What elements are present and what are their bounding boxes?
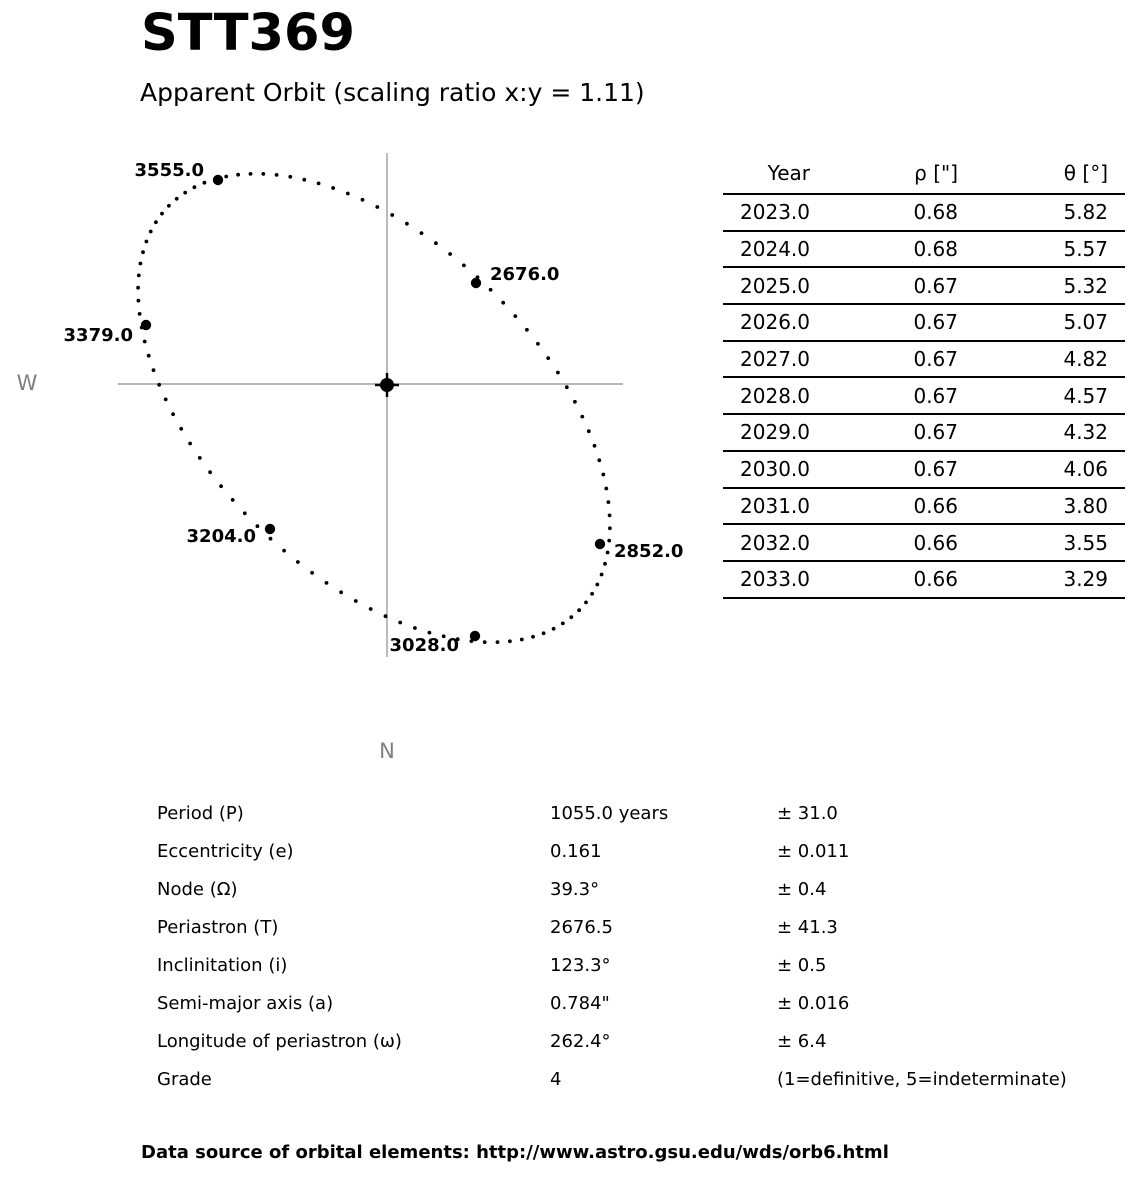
ephemeris-row [723,267,1125,304]
orbit-dot [608,526,612,530]
orbit-dot [542,631,546,635]
ephemeris-cell: 0.66 [828,524,976,561]
ephemeris-cell: 0.68 [828,231,976,268]
orbit-dot [536,342,540,346]
ephemeris-cell: 0.67 [828,304,976,341]
orbit-dot [513,314,517,318]
orbit-dot [556,371,560,375]
orbital-element-label: Node (Ω) [157,878,238,900]
orbit-dot [413,626,417,630]
ephemeris-cell: 2030.0 [723,451,828,488]
orbit-dot [188,442,192,446]
orbit-dot [143,340,147,344]
epoch-marker [141,320,151,330]
orbit-dot [164,398,168,402]
orbit-dot [375,205,379,209]
ephemeris-cell: 3.80 [976,488,1125,525]
orbital-element-error: ± 0.016 [777,992,850,1014]
orbit-dot [552,627,556,631]
orbit-dot [428,631,432,635]
orbit-dot [288,175,292,179]
orbit-dot [483,640,487,644]
orbit-dot [203,181,207,185]
page-title: STT369 [141,4,355,63]
orbit-dot [606,551,610,555]
ephemeris-row [723,414,1125,451]
orbital-element-label: Period (P) [157,802,244,824]
orbit-dot [137,274,141,278]
ephemeris-cell: 4.82 [976,341,1125,378]
ephemeris-cell: 2026.0 [723,304,828,341]
orbit-dot [573,400,577,404]
orbit-dot [302,178,306,182]
orbital-element-label: Longitude of periastron (ω) [157,1030,402,1052]
orbit-dot [138,312,142,316]
orbit-dot [136,286,140,290]
ephemeris-cell: 0.67 [828,414,976,451]
orbit-dot [561,622,565,626]
ephemeris-cell: 5.07 [976,304,1125,341]
orbital-element-error: ± 0.011 [777,840,850,862]
orbital-element-value: 39.3° [550,878,600,900]
orbit-dot [361,198,365,202]
orbital-element-label: Eccentricity (e) [157,840,294,862]
orbit-dot [508,639,512,643]
orbit-dot [179,427,183,431]
orbital-element-row [157,1022,1087,1060]
orbit-dot [584,601,588,605]
epoch-marker [470,631,480,641]
orbit-dot [587,429,591,433]
orbit-dot [171,412,175,416]
orbital-element-value: 1055.0 years [550,802,669,824]
orbit-dot [496,640,500,644]
orbit-dot [310,571,314,575]
orbit-dot [604,487,608,491]
epoch-label: 3555.0 [134,160,204,181]
orbit-dot [369,607,373,611]
orbit-dot [261,172,265,176]
orbital-element-error: ± 0.5 [777,954,827,976]
orbital-element-row [157,794,1087,832]
data-source-note: Data source of orbital elements: http://www.astro.gsu.edu/wds/orb6.html [141,1142,889,1163]
ephemeris-cell: 2032.0 [723,524,828,561]
orbit-dot [593,444,597,448]
orbit-dot [231,498,235,502]
orbit-dot [346,192,350,196]
ephemeris-cell: 4.32 [976,414,1125,451]
orbital-elements [157,794,1087,1098]
orbit-dot [448,252,452,256]
orbit-dot [243,511,247,515]
ephemeris-cell: 0.67 [828,341,976,378]
orbit-dot [183,191,187,195]
orbital-element-row [157,832,1087,870]
ephemeris-col-header: Year [723,159,828,194]
orbital-element-error: ± 41.3 [777,916,838,938]
compass-west-label: W [16,371,38,395]
orbit-dot [175,197,179,201]
orbit-dot [147,354,151,358]
ephemeris-row [723,231,1125,268]
orbit-dot [152,368,156,372]
ephemeris-row [723,377,1125,414]
ephemeris-cell: 4.57 [976,377,1125,414]
orbital-element-row [157,908,1087,946]
ephemeris-row [723,561,1125,598]
orbital-element-label: Semi-major axis (a) [157,992,334,1014]
orbit-dot [193,185,197,189]
ephemeris-cell: 2033.0 [723,561,828,598]
ephemeris-col-header: ρ ["] [828,159,976,194]
orbit-dot [390,213,394,217]
orbital-element-value: 0.161 [550,840,602,862]
orbital-element-value: 4 [550,1068,562,1090]
orbit-dot [565,385,569,389]
orbital-element-row [157,946,1087,984]
orbit-dot [384,614,388,618]
page-subtitle: Apparent Orbit (scaling ratio x:y = 1.11) [140,78,645,107]
ephemeris-header-row [723,159,1125,194]
epoch-label: 2676.0 [490,264,560,285]
orbital-element-value: 123.3° [550,954,611,976]
ephemeris-cell: 2024.0 [723,231,828,268]
compass-north-label: N [379,739,395,763]
orbital-element-error: (1=definitive, 5=indeterminate) [777,1068,1067,1090]
orbit-dot [607,539,611,543]
epoch-marker [265,524,275,534]
orbital-element-error: ± 0.4 [777,878,827,900]
orbit-dot [236,173,240,177]
orbital-element-label: Inclinitation (i) [157,954,288,976]
orbital-element-value: 0.784" [550,992,610,1014]
ephemeris-cell: 0.66 [828,488,976,525]
ephemeris-table-body [723,194,1125,598]
epoch-marker [471,278,481,288]
ephemeris-row [723,524,1125,561]
epoch-label: 3379.0 [63,325,133,346]
orbit-dot [160,212,164,216]
orbit-dot [501,301,505,305]
orbit-dot [331,186,335,190]
ephemeris-cell: 2027.0 [723,341,828,378]
orbital-element-row [157,1060,1087,1098]
orbital-element-value: 2676.5 [550,916,613,938]
ephemeris-cell: 2031.0 [723,488,828,525]
orbital-element-error: ± 31.0 [777,802,838,824]
orbit-dot [219,484,223,488]
orbital-element-row [157,984,1087,1022]
ephemeris-table [723,159,1125,599]
orbit-plot [0,140,710,780]
orbit-dot [434,241,438,245]
orbit-dot [607,500,611,504]
epoch-label: 3028.0 [389,635,459,656]
ephemeris-row [723,451,1125,488]
orbit-dot [141,250,145,254]
orbit-dot [154,220,158,224]
orbit-dot [600,573,604,577]
orbit-dot [531,635,535,639]
orbit-dot [339,590,343,594]
orbital-element-value: 262.4° [550,1030,611,1052]
ephemeris-cell: 0.67 [828,377,976,414]
orbit-dot [489,288,493,292]
orbit-dot [317,182,321,186]
orbit-dot [546,356,550,360]
orbit-dot [137,299,141,303]
orbit-dot [167,204,171,208]
ephemeris-cell: 0.66 [828,561,976,598]
ephemeris-cell: 0.67 [828,267,976,304]
epoch-marker [595,539,605,549]
ephemeris-cell: 2028.0 [723,377,828,414]
orbit-dot [597,458,601,462]
orbit-dot [520,638,524,642]
ephemeris-row [723,341,1125,378]
orbit-dot [145,240,149,244]
orbit-dot [580,415,584,419]
orbit-dot [224,175,228,179]
epoch-label: 3204.0 [186,526,256,547]
orbit-dot [420,231,424,235]
orbit-dot [208,470,212,474]
orbit-dot [590,592,594,596]
orbit-dot [354,599,358,603]
orbit-dot [282,549,286,553]
orbit-dot [139,262,143,266]
orbit-dot [157,383,161,387]
orbit-dot [256,524,260,528]
ephemeris-cell: 4.06 [976,451,1125,488]
orbit-dot [608,514,612,518]
orbital-element-label: Periastron (T) [157,916,279,938]
orbit-dot [405,222,409,226]
orbit-dot [462,264,466,268]
primary-star-marker [380,378,394,392]
ephemeris-cell: 2025.0 [723,267,828,304]
orbit-dot [595,583,599,587]
orbit-dot [603,562,607,566]
orbital-element-label: Grade [157,1068,212,1090]
orbital-element-error: ± 6.4 [777,1030,827,1052]
orbit-dot [269,537,273,541]
ephemeris-row [723,194,1125,231]
ephemeris-cell: 3.55 [976,524,1125,561]
orbit-dot [525,328,529,332]
ephemeris-cell: 2029.0 [723,414,828,451]
ephemeris-cell: 3.29 [976,561,1125,598]
ephemeris-cell: 0.68 [828,194,976,231]
orbit-dot [249,172,253,176]
ephemeris-cell: 5.82 [976,194,1125,231]
ephemeris-cell: 5.32 [976,267,1125,304]
orbit-dot [577,608,581,612]
ephemeris-row [723,488,1125,525]
ephemeris-col-header: θ [°] [976,159,1125,194]
ephemeris-table-head [723,159,1125,194]
orbit-dot [569,615,573,619]
ephemeris-row [723,304,1125,341]
orbit-dot [601,473,605,477]
ephemeris-cell: 5.57 [976,231,1125,268]
ephemeris-cell: 0.67 [828,451,976,488]
orbit-dot [149,230,153,234]
epoch-marker [213,175,223,185]
orbit-dot [325,581,329,585]
orbital-element-row [157,870,1087,908]
orbit-dot [296,560,300,564]
orbit-dot [398,621,402,625]
epoch-label: 2852.0 [614,541,684,562]
orbit-dot [275,173,279,177]
ephemeris-cell: 2023.0 [723,194,828,231]
orbit-dot [198,456,202,460]
